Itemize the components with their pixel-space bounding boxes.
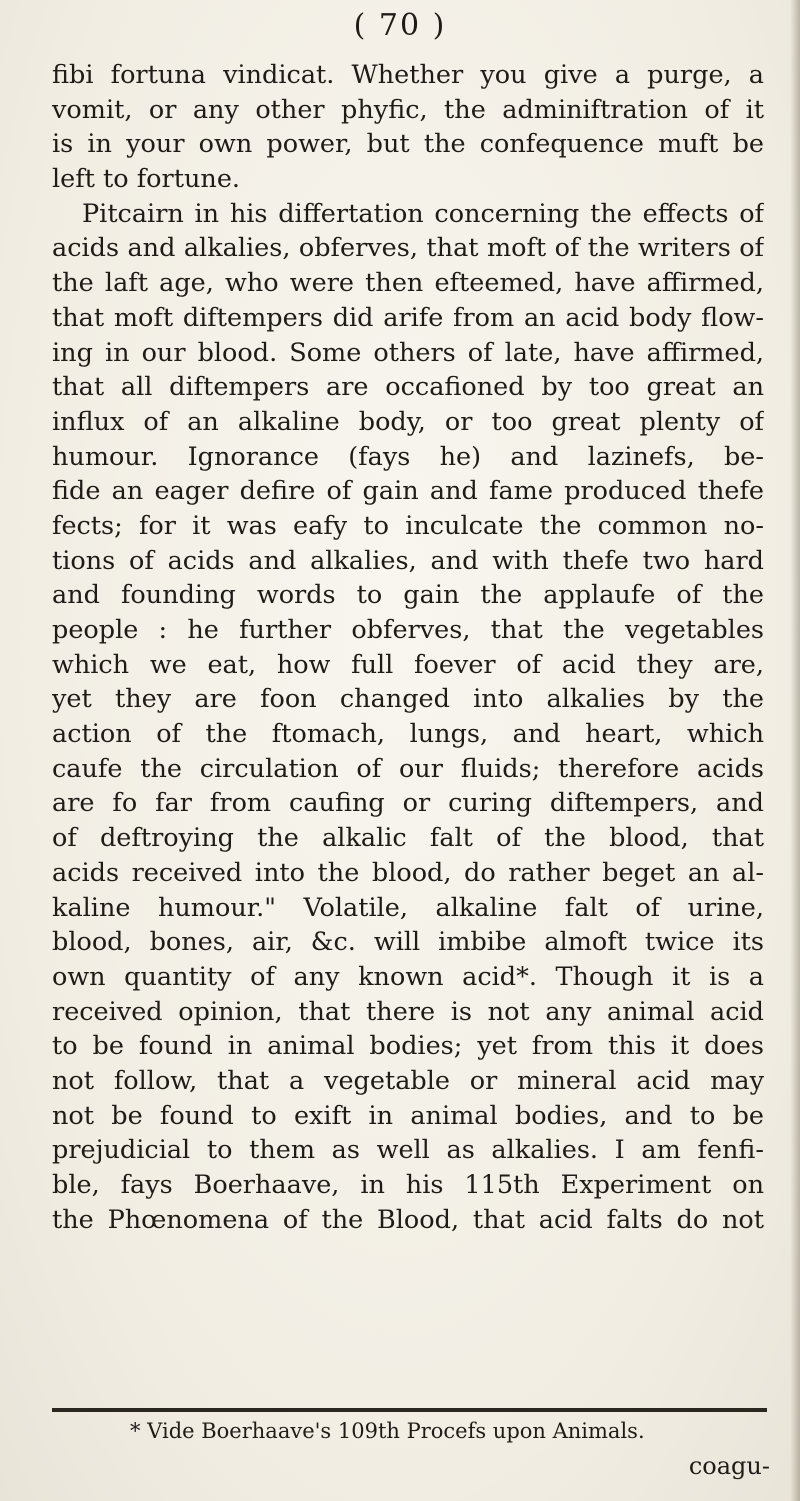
text-line: ble, fays Boerhaave, in his 115th Experiment on bbox=[52, 1170, 764, 1200]
text-line: the laft age, who were then efteemed, have affirmed, bbox=[52, 268, 764, 299]
text-line: caufe the circulation of our fluids; therefore acids bbox=[52, 753, 764, 784]
text-line: which we eat, how full foever of acid they are, bbox=[52, 649, 764, 680]
body-text bbox=[52, 58, 764, 1237]
catchword: coagu- bbox=[688, 1452, 770, 1480]
text-line: to be found in animal bodies; yet from this it does bbox=[52, 1031, 764, 1062]
text-line: received opinion, that there is not any animal acid bbox=[52, 996, 764, 1027]
text-line: that all diftempers are occafioned by too great an bbox=[52, 372, 764, 403]
text-line: fide an eager defire of gain and fame produced thefe bbox=[52, 476, 764, 507]
text-line: is in your own power, but the confequence muft be bbox=[52, 129, 764, 160]
text-line: the Phœnomena of the Blood, that acid falts do not bbox=[52, 1204, 764, 1235]
text-line: tions of acids and alkalies, and with thefe two hard bbox=[52, 545, 764, 576]
text-line: acids and alkalies, obferves, that moft of the writers of bbox=[52, 233, 764, 264]
text-line: and founding words to gain the applaufe of the bbox=[52, 580, 764, 611]
text-line: not be found to exift in animal bodies, and to be bbox=[52, 1100, 764, 1131]
text-line: own quantity of any known acid*. Though it is a bbox=[52, 961, 764, 992]
text-line: are fo far from caufing or curing diftempers, and bbox=[52, 788, 764, 819]
text-line: not follow, that a vegetable or mineral acid may bbox=[52, 1065, 764, 1096]
text-line: people : he further obferves, that the vegetables bbox=[52, 615, 764, 645]
text-line: acids received into the blood, do rather beget an al- bbox=[52, 857, 764, 888]
footnote-divider bbox=[52, 1408, 767, 1412]
text-line: ing in our blood. Some others of late, have affirmed, bbox=[52, 337, 764, 368]
text-line: influx of an alkaline body, or too great plenty of bbox=[52, 406, 764, 437]
text-line: yet they are foon changed into alkalies by the bbox=[52, 684, 764, 715]
text-line: action of the ftomach, lungs, and heart, which bbox=[52, 719, 764, 750]
text-line: fects; for it was eafy to inculcate the common no- bbox=[52, 510, 764, 541]
text-line: kaline humour." Volatile, alkaline falt of urine, bbox=[52, 892, 764, 923]
text-line: left to fortune. bbox=[52, 164, 241, 195]
text-line: of deftroying the alkalic falt of the blood, that bbox=[52, 823, 764, 854]
text-line: vomit, or any other phyfic, the adminiftration of it bbox=[52, 94, 764, 125]
page-number: ( 70 ) bbox=[353, 8, 447, 43]
text-line: Pitcairn in his differtation concerning the effects of bbox=[82, 198, 764, 229]
text-line: that moft diftempers did arife from an acid body flow- bbox=[52, 302, 764, 333]
text-line: prejudicial to them as well as alkalies. I am fenfi- bbox=[52, 1135, 764, 1166]
text-line: fibi fortuna vindicat. Whether you give a purge, a bbox=[52, 60, 764, 90]
text-line: humour. Ignorance (fays he) and lazinefs, be- bbox=[52, 441, 764, 472]
footnote: * Vide Boerhaave's 109th Procefs upon Animals. bbox=[130, 1419, 645, 1443]
text-line: blood, bones, air, &c. will imbibe almoft twice its bbox=[52, 927, 764, 958]
page-edge-shadow bbox=[790, 0, 800, 1501]
